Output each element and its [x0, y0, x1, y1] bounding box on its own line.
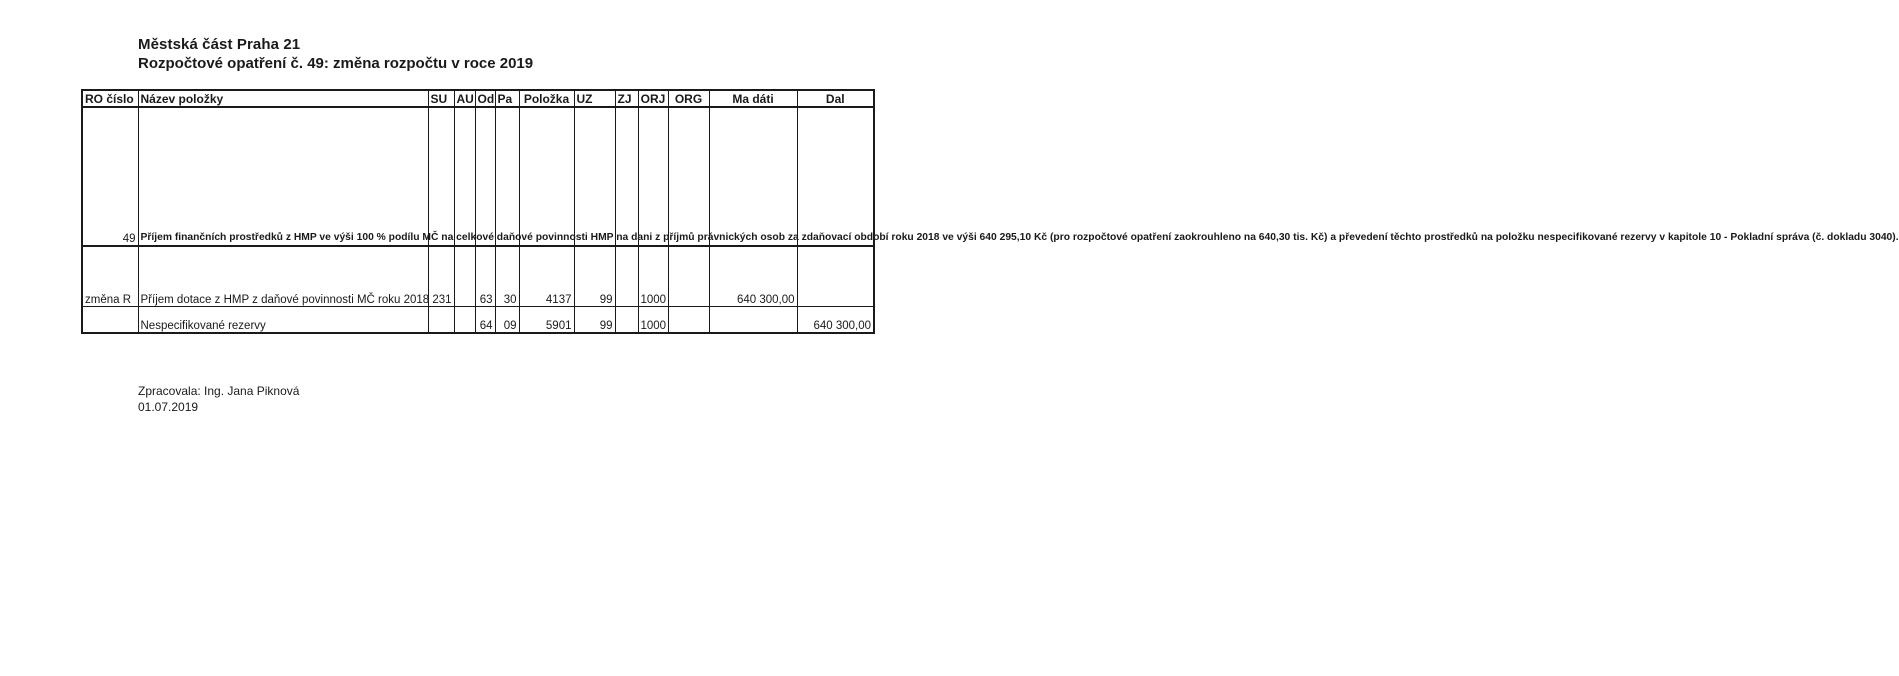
col-header-dal: Dal — [797, 90, 874, 107]
cell-pa: 30 — [495, 246, 519, 307]
cell-od: 63 — [475, 246, 495, 307]
cell-su: 231 — [428, 246, 454, 307]
cell-su — [428, 107, 454, 246]
col-header-su: SU — [428, 90, 454, 107]
cell-pa: 09 — [495, 307, 519, 334]
col-header-ro-cislo: RO číslo — [82, 90, 138, 107]
cell-au — [454, 307, 475, 334]
table-row — [82, 107, 874, 246]
col-header-pa: Pa — [495, 90, 519, 107]
cell-orj: 1000 — [638, 307, 668, 334]
cell-su — [428, 307, 454, 334]
table-header-row — [82, 90, 874, 107]
col-header-uz: UZ — [574, 90, 615, 107]
cell-ma-dati — [709, 107, 797, 246]
cell-orj — [638, 107, 668, 246]
cell-zj — [615, 107, 638, 246]
cell-org — [668, 307, 709, 334]
cell-au — [454, 246, 475, 307]
cell-ma-dati — [709, 307, 797, 334]
document-title: Rozpočtové opatření č. 49: změna rozpočtu v roce 2019 — [138, 55, 534, 72]
cell-dal — [797, 246, 874, 307]
cell-od — [475, 107, 495, 246]
organization-title: Městská část Praha 21 — [138, 36, 301, 53]
cell-name: Příjem finančních prostředků z HMP ve výši 100 % podílu MČ na celkové daňové povinnosti HMP na dani z příjmů právnických osob za zdaňovací období roku 2018 ve výši 640 295,10 Kč (pro rozpočtové opatření zaokrouhleno na 640,30 tis. Kč) a převedení těchto prostředků na položku nespecifikované rezervy v kapitole 10 - Pokladní správa (č. dokladu 3040). — [138, 107, 428, 246]
cell-pa — [495, 107, 519, 246]
col-header-polozka: Položka — [519, 90, 574, 107]
table-row — [82, 246, 874, 307]
col-header-ma-dati: Ma dáti — [709, 90, 797, 107]
document-date: 01.07.2019 — [138, 400, 199, 414]
cell-ro: změna R — [82, 246, 138, 307]
cell-zj — [615, 246, 638, 307]
budget-table — [81, 89, 1899, 334]
cell-dal — [797, 107, 874, 246]
cell-ro — [82, 307, 138, 334]
col-header-orj: ORJ — [638, 90, 668, 107]
col-header-au: AU — [454, 90, 475, 107]
cell-polozka: 5901 — [519, 307, 574, 334]
cell-uz — [574, 107, 615, 246]
cell-au — [454, 107, 475, 246]
cell-ro: 49 — [82, 107, 138, 246]
cell-org — [668, 107, 709, 246]
col-header-od: Od — [475, 90, 495, 107]
cell-name: Nespecifikované rezervy — [138, 307, 428, 334]
cell-uz: 99 — [574, 246, 615, 307]
cell-zj — [615, 307, 638, 334]
col-header-org: ORG — [668, 90, 709, 107]
cell-polozka: 4137 — [519, 246, 574, 307]
cell-org — [668, 246, 709, 307]
prepared-by: Zpracovala: Ing. Jana Piknová — [138, 384, 300, 398]
cell-uz: 99 — [574, 307, 615, 334]
cell-name: Příjem dotace z HMP z daňové povinnosti MČ roku 2018 — [138, 246, 428, 307]
cell-orj: 1000 — [638, 246, 668, 307]
cell-dal: 640 300,00 — [797, 307, 874, 334]
col-header-nazev-polozky: Název položky — [138, 90, 428, 107]
col-header-zj: ZJ — [615, 90, 638, 107]
cell-polozka — [519, 107, 574, 246]
table-row — [82, 307, 874, 334]
cell-od: 64 — [475, 307, 495, 334]
cell-ma-dati: 640 300,00 — [709, 246, 797, 307]
